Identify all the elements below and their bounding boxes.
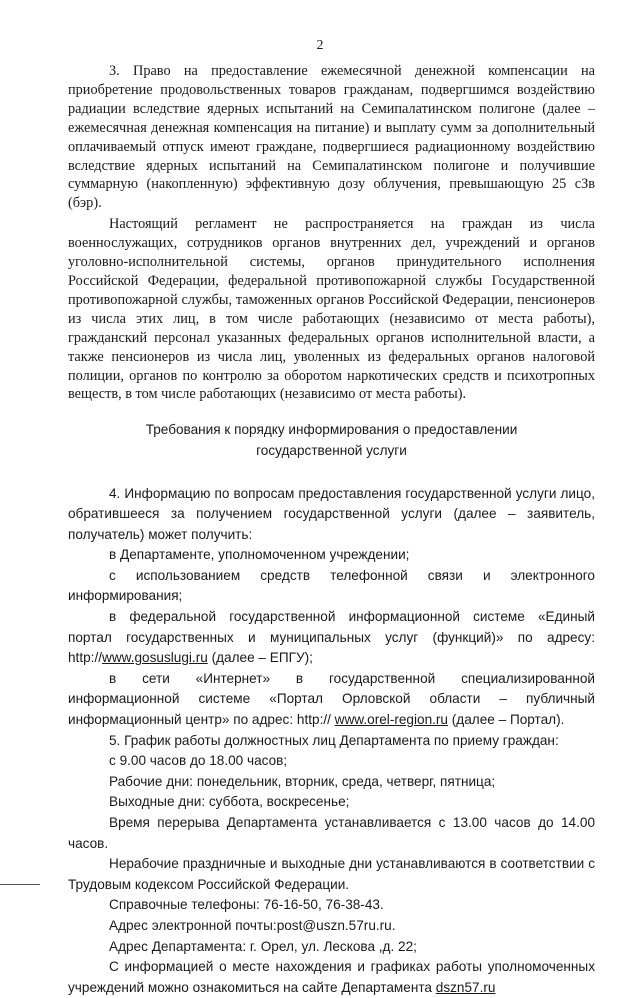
paragraph-regulation-scope: Настоящий регламент не распространяется на граждан из числа военнослужащих, сотрудников органов внутренних дел, учреждений и органов уголовно-исполнительной системы, органов принудительного исполнения Российской Федерации, федеральной противопожарной службы Государственной противопожарной службы, таможенных органов Российской Федерации, пенсионеров из числа этих лиц, в том числе работающих (независимо от места работы), гражданский персонал указанных федеральных органов исполнительной власти, а также пенсионеров из числа лиц, уволенных из федеральных органов налоговой полиции, органов по контролю за оборотом наркотических средств и психотропных веществ, в том числе работающих (независимо от места работы).: [68, 215, 595, 404]
gosuslugi-link[interactable]: www.gosuslugi.ru: [102, 650, 208, 665]
dszn57-link[interactable]: dszn57.ru: [436, 980, 496, 995]
schedule-break: Время перерыва Департамента устанавливается с 13.00 часов до 14.00 часов.: [68, 813, 595, 854]
schedule-holidays: Нерабочие праздничные и выходные дни устанавливаются в соответствии с Трудовым кодексом Российской Федерации.: [68, 854, 595, 895]
section-heading-line-1: Требования к порядку информирования о предоставлении: [68, 420, 595, 441]
info-item-department: в Департаменте, уполномоченном учреждении;: [68, 545, 595, 566]
contact-website-text: С информацией о месте нахождения и графиках работы уполномоченных учреждений можно ознакомиться на сайте Департамента: [68, 959, 595, 995]
contact-website: [68, 957, 595, 998]
paragraph-4: 4. Информацию по вопросам предоставления государственной услуги лицо, обратившееся за получением государственной услуги (далее – заявитель, получатель) может получить:: [68, 484, 595, 546]
paragraph-5: 5. График работы должностных лиц Департамента по приему граждан:: [68, 731, 595, 752]
info-item-portal-text: в сети «Интернет» в государственной специализированной информационной системе «Портал Орловской области – публичный информационный центр» по адрес: http://: [68, 671, 595, 727]
section-heading: [68, 420, 595, 461]
contact-phones: Справочные телефоны: 76-16-50, 76-38-43.: [68, 895, 595, 916]
info-item-epgu-suffix: (далее – ЕПГУ);: [208, 650, 313, 665]
schedule-hours: с 9.00 часов до 18.00 часов;: [68, 751, 595, 772]
schedule-weekends: Выходные дни: суббота, воскресенье;: [68, 792, 595, 813]
footer-divider: [0, 884, 40, 885]
info-item-portal: [68, 669, 595, 731]
info-item-portal-suffix: (далее – Портал).: [448, 712, 564, 727]
information-section: [68, 484, 595, 998]
section-heading-line-2: государственной услуги: [68, 441, 595, 462]
schedule-workdays: Рабочие дни: понедельник, вторник, среда, четверг, пятница;: [68, 772, 595, 793]
page-number: 2: [0, 38, 640, 54]
info-item-epgu: [68, 607, 595, 669]
info-item-epgu-text: в федеральной государственной информационной системе «Единый портал государственных и муниципальных услуг (функций)» по адресу: http://: [68, 609, 595, 665]
contact-email: Адрес электронной почты:post@uszn.57ru.ru.: [68, 916, 595, 937]
orel-region-link[interactable]: www.orel-region.ru: [335, 712, 448, 727]
info-item-phone: с использованием средств телефонной связи и электронного информирования;: [68, 566, 595, 607]
document-body: [68, 62, 595, 998]
paragraph-3: 3. Право на предоставление ежемесячной денежной компенсации на приобретение продовольственных товаров гражданам, подвергшимся воздействию радиации вследствие ядерных испытаний на Семипалатинском полигоне (далее – ежемесячная денежная компенсация на питание) и выплату сумм за дополнительный оплачиваемый отпуск имеют граждане, подвергшиеся радиационному воздействию вследствие ядерных испытаний на Семипалатинском полигоне и получившие суммарную (накопленную) эффективную дозу облучения, превышающую 25 сЗв (бэр).: [68, 62, 595, 213]
contact-address: Адрес Департамента: г. Орел, ул. Лескова ,д. 22;: [68, 937, 595, 958]
